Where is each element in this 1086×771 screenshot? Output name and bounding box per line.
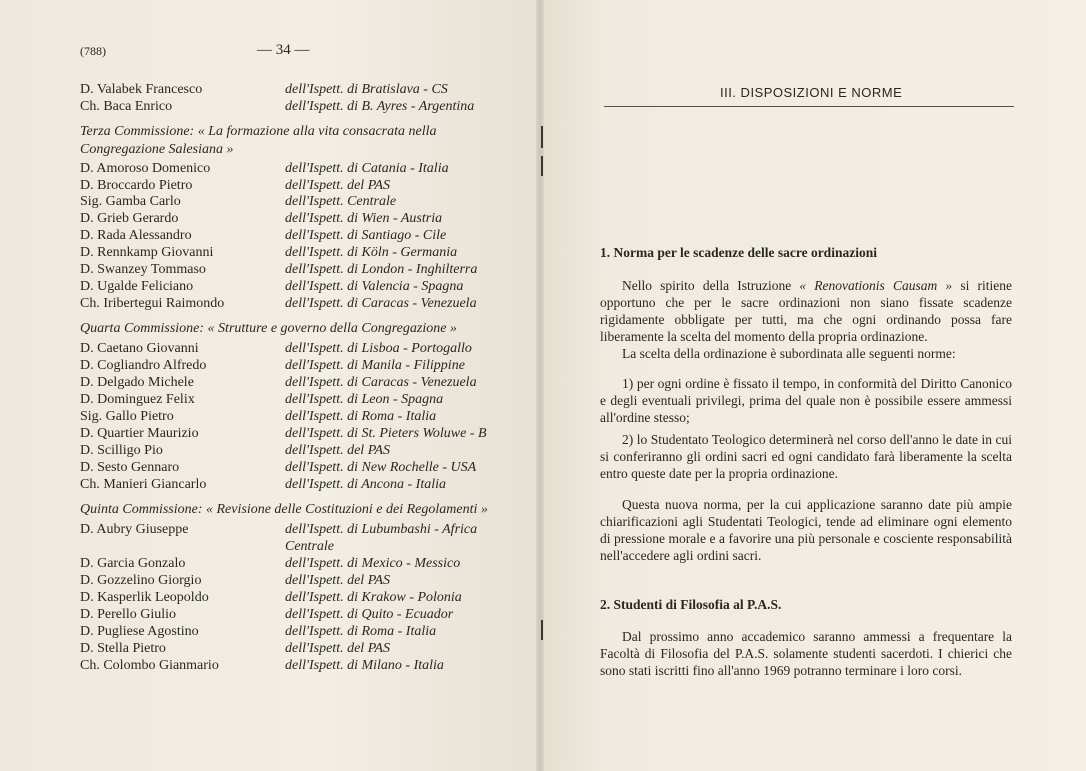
margin-mark bbox=[541, 126, 543, 148]
member-name: Sig. Gallo Pietro bbox=[80, 409, 174, 424]
member-name: Ch. Iribertegui Raimondo bbox=[80, 296, 225, 311]
member-name: D. Grieb Gerardo bbox=[80, 211, 179, 226]
member-name: D. Sesto Gennaro bbox=[80, 460, 180, 475]
member-province: dell'Ispett. di New Rochelle - USA bbox=[285, 460, 477, 475]
member-name: D. Stella Pietro bbox=[80, 641, 166, 656]
member-province: dell'Ispett. di Santiago - Cile bbox=[285, 228, 447, 243]
member-province: dell'Ispett. di Caracas - Venezuela bbox=[285, 375, 477, 390]
member-province: dell'Ispett. di St. Pieters Woluwe - B bbox=[285, 426, 487, 441]
member-name: Ch. Baca Enrico bbox=[80, 99, 173, 114]
paragraph: La scelta della ordinazione è subordinata alle seguenti norme: bbox=[622, 346, 956, 361]
subsection-heading: 1. Norma per le scadenze delle sacre ordinazioni bbox=[600, 245, 877, 260]
page-number: — 34 — bbox=[257, 42, 310, 58]
member-province: dell'Ispett. di Caracas - Venezuela bbox=[285, 296, 477, 311]
numbered-paragraph: 2) lo Studentato Teologico determinerà nel corso dell'anno le date in cui si conferiranno gli ordini sacri ed ogni candidato farà liberamente la scelta entro queste date per la propria ordinazione. bbox=[600, 432, 1012, 481]
member-province: dell'Ispett. di Catania - Italia bbox=[285, 161, 449, 176]
member-province: dell'Ispett. di Lubumbashi - Africa bbox=[285, 522, 478, 537]
member-province: dell'Ispett. di London - Inghilterra bbox=[285, 262, 478, 277]
paragraph: Questa nuova norma, per la cui applicazione saranno date più ampie chiarificazioni agli Studentati Teologici, tende ad eliminare ogni elemento di pressione morale e a favorire una più personale e cosciente responsabilità nell'accedere agli ordini sacri. bbox=[600, 497, 1012, 563]
member-province: dell'Ispett. di Roma - Italia bbox=[285, 624, 437, 639]
member-name: D. Caetano Giovanni bbox=[80, 341, 199, 356]
member-name: D. Rennkamp Giovanni bbox=[80, 245, 214, 260]
paragraph: Dal prossimo anno accademico saranno ammessi a frequentare la Facoltà di Filosofia del P.A.S. solamente studenti sacerdoti. I chierici che sono stati iscritti fino all'anno 1969 potranno terminare i loro corsi. bbox=[600, 629, 1012, 678]
paragraph-text: Nello spirito della Istruzione bbox=[622, 278, 800, 293]
member-province: dell'Ispett. di Köln - Germania bbox=[285, 245, 458, 260]
member-name: D. Scilligo Pio bbox=[80, 443, 163, 458]
member-name: D. Dominguez Felix bbox=[80, 392, 195, 407]
member-province: dell'Ispett. del PAS bbox=[285, 573, 390, 588]
page-reference-number: (788) bbox=[80, 44, 106, 58]
margin-mark bbox=[541, 620, 543, 640]
member-name: D. Perello Giulio bbox=[80, 607, 177, 622]
book-gutter bbox=[536, 0, 544, 771]
member-province: dell'Ispett. di Mexico - Messico bbox=[285, 556, 461, 571]
member-name: D. Broccardo Pietro bbox=[80, 178, 193, 193]
member-name: D. Ugalde Feliciano bbox=[80, 279, 194, 294]
paragraph-text: si ritiene opportuno che per le sacre ordinazioni non siano fissate scadenze rigidamente obbligate per tutti, ma che ogni ordinando possa fare liberamente la scelta del momento della propria ordinazione. bbox=[600, 278, 1012, 344]
member-province: dell'Ispett. di Manila - Filippine bbox=[285, 358, 465, 373]
member-name: D. Swanzey Tommaso bbox=[80, 262, 206, 277]
commission-title: Terza Commissione: « La formazione alla vita consacrata nella Congregazione Salesiana » bbox=[80, 124, 437, 157]
member-name: D. Valabek Francesco bbox=[80, 82, 203, 97]
document-title-italic: « Renovationis Causam » bbox=[799, 278, 953, 293]
member-name: D. Kasperlik Leopoldo bbox=[80, 590, 209, 605]
member-province-continued: Centrale bbox=[285, 539, 334, 554]
member-name: D. Cogliandro Alfredo bbox=[80, 358, 207, 373]
member-name: D. Delgado Michele bbox=[80, 375, 194, 390]
member-name: Ch. Manieri Giancarlo bbox=[80, 477, 207, 492]
margin-mark bbox=[541, 156, 543, 176]
subsection-heading: 2. Studenti di Filosofia al P.A.S. bbox=[600, 597, 782, 612]
member-province: dell'Ispett. di Quito - Ecuador bbox=[285, 607, 454, 622]
member-name: D. Gozzelino Giorgio bbox=[80, 573, 202, 588]
member-name: D. Garcia Gonzalo bbox=[80, 556, 186, 571]
member-province: dell'Ispett. di Leon - Spagna bbox=[285, 392, 444, 407]
commission-title: Quarta Commissione: « Strutture e governo della Congregazione » bbox=[80, 321, 457, 336]
member-name: D. Amoroso Domenico bbox=[80, 161, 211, 176]
member-province: dell'Ispett. di Ancona - Italia bbox=[285, 477, 446, 492]
member-name: D. Pugliese Agostino bbox=[80, 624, 199, 639]
member-province: dell'Ispett. di Valencia - Spagna bbox=[285, 279, 464, 294]
member-province: dell'Ispett. di Wien - Austria bbox=[285, 211, 443, 226]
section-divider bbox=[604, 106, 1014, 107]
section-title: III. DISPOSIZIONI E NORME bbox=[720, 85, 903, 100]
member-province: dell'Ispett. di Bratislava - CS bbox=[285, 82, 448, 97]
member-province: dell'Ispett. del PAS bbox=[285, 443, 390, 458]
member-province: dell'Ispett. di B. Ayres - Argentina bbox=[285, 99, 475, 114]
member-name: Ch. Colombo Gianmario bbox=[80, 658, 219, 673]
member-name: D. Aubry Giuseppe bbox=[80, 522, 189, 537]
member-province: dell'Ispett. Centrale bbox=[285, 194, 397, 209]
member-province: dell'Ispett. di Milano - Italia bbox=[285, 658, 444, 673]
member-province: dell'Ispett. di Krakow - Polonia bbox=[285, 590, 462, 605]
paragraph bbox=[600, 277, 1012, 345]
member-province: dell'Ispett. di Lisboa - Portogallo bbox=[285, 341, 472, 356]
member-name: D. Quartier Maurizio bbox=[80, 426, 199, 441]
member-province: dell'Ispett. del PAS bbox=[285, 641, 390, 656]
member-province: dell'Ispett. di Roma - Italia bbox=[285, 409, 437, 424]
member-province: dell'Ispett. del PAS bbox=[285, 178, 390, 193]
member-name: D. Rada Alessandro bbox=[80, 228, 192, 243]
numbered-paragraph: 1) per ogni ordine è fissato il tempo, in conformità del Diritto Canonico e degli eventuali privilegi, prima del quale non è possibile essere ammessi all'ordine stesso; bbox=[600, 376, 1012, 425]
member-name: Sig. Gamba Carlo bbox=[80, 194, 181, 209]
commission-title: Quinta Commissione: « Revisione delle Costituzioni e dei Regolamenti » bbox=[80, 502, 488, 517]
